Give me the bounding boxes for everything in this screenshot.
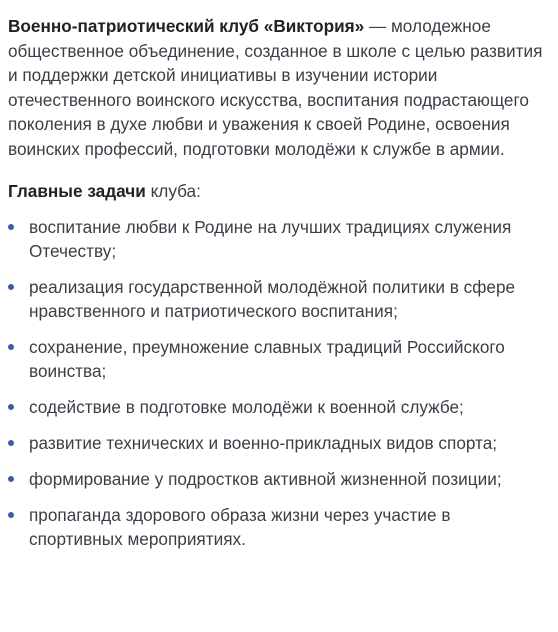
- list-item-text: реализация государственной молодёжной политики в сфере нравственного и патриотического воспитания;: [29, 277, 516, 322]
- list-item: [8, 335, 548, 383]
- bullet-icon: [8, 512, 14, 518]
- list-item: [8, 503, 548, 551]
- bullet-icon: [8, 440, 14, 446]
- intro-description: — молодежное общественное объединение, созданное в школе с целью развития и поддержки детской инициативы в изучении истории отечественного воинского искусства, воспитания подрастающего поколения в духе любви и уважения к своей Родине, освоения воинских профессий, подготовки молодёжи к службе в армии.: [8, 16, 543, 159]
- bullet-icon: [8, 284, 14, 290]
- list-item: [8, 395, 548, 419]
- bullet-icon: [8, 344, 14, 350]
- bullet-icon: [8, 224, 14, 230]
- tasks-heading: [8, 179, 548, 204]
- list-item-text: развитие технических и военно-прикладных видов спорта;: [29, 433, 498, 454]
- club-name: Военно-патриотический клуб «Виктория»: [8, 16, 365, 36]
- intro-paragraph: [8, 14, 548, 162]
- list-item-text: воспитание любви к Родине на лучших традициях служения Отечеству;: [29, 217, 512, 262]
- list-item-text: формирование у подростков активной жизненной позиции;: [29, 469, 502, 490]
- tasks-heading-bold: Главные задачи: [8, 180, 146, 201]
- bullet-icon: [8, 404, 14, 410]
- tasks-list: [8, 215, 548, 551]
- list-item-text: сохранение, преумножение славных традиций Российского воинства;: [29, 337, 505, 382]
- list-item: [8, 431, 548, 455]
- list-item: [8, 215, 548, 263]
- list-item: [8, 467, 548, 491]
- list-item-text: содействие в подготовке молодёжи к военной службе;: [29, 397, 464, 418]
- tasks-heading-rest: клуба:: [145, 180, 201, 201]
- list-item-text: пропаганда здорового образа жизни через участие в спортивных мероприятиях.: [29, 505, 451, 550]
- bullet-icon: [8, 476, 14, 482]
- list-item: [8, 275, 548, 323]
